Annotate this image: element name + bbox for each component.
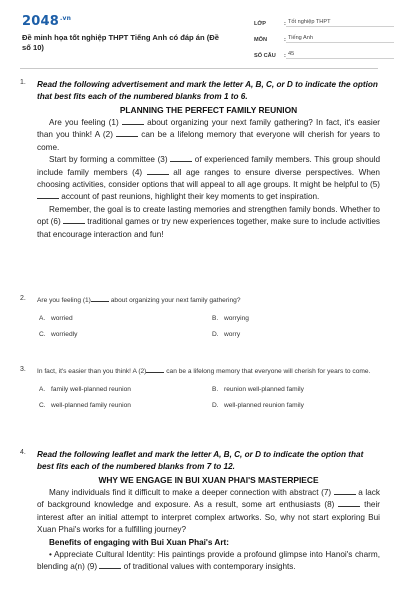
question-1 xyxy=(20,79,380,241)
option-a[interactable]: A. family well-planned reunion xyxy=(39,386,131,393)
benefits-subheading: Benefits of engaging with Bui Xuan Phai's Art: xyxy=(49,537,229,547)
blank-7 xyxy=(334,488,356,495)
meta-value: 45 xyxy=(286,51,394,59)
header-divider xyxy=(20,68,378,69)
blank-3 xyxy=(170,155,192,162)
passage-title: PLANNING THE PERFECT FAMILY REUNION xyxy=(119,105,298,115)
answer-options xyxy=(39,386,380,409)
meta-info xyxy=(254,16,394,64)
meta-row-class: LỚP : Tốt nghiệp THPT xyxy=(254,16,394,27)
blank-9 xyxy=(99,562,121,569)
question-number: 2. xyxy=(20,295,26,302)
blank-5 xyxy=(37,192,59,199)
meta-value: Tiếng Anh xyxy=(286,35,394,43)
meta-row-subject: MÔN : Tiếng Anh xyxy=(254,32,394,43)
answer-options xyxy=(39,315,380,338)
meta-value: Tốt nghiệp THPT xyxy=(286,19,394,27)
question-number: 3. xyxy=(20,366,26,373)
question-4 xyxy=(20,449,380,574)
option-c[interactable]: C. worriedly xyxy=(39,331,78,338)
meta-row-count: SỐ CÂU : 45 xyxy=(254,48,394,59)
document-header xyxy=(0,0,400,66)
option-b[interactable]: B. reunion well-planned family xyxy=(212,386,304,393)
question-number: 4. xyxy=(20,449,26,456)
document-title: Đề minh họa tốt nghiệp THPT Tiếng Anh có đáp án (Đề số 10) xyxy=(22,33,220,52)
question-instruction: Read the following leaflet and mark the letter A, B, C, or D to indicate the option that best fits each of the numbered blanks from 7 to 12. xyxy=(37,450,364,471)
passage-title: WHY WE ENGAGE IN BUI XUAN PHAI'S MASTERPIECE xyxy=(98,475,319,485)
logo-suffix: .vn xyxy=(59,14,72,22)
question-2 xyxy=(20,295,380,338)
meta-label: MÔN xyxy=(254,37,268,43)
passage-paragraph: Start by forming a committee (3) of experienced family members. This group should include family members (4) all age ranges to ensure diverse perspectives. When choosing activities, consider options that will appeal to all age groups. It might be helpful to (5) account of past reunions, highlight their key moments to get inspiration. xyxy=(37,155,381,202)
passage-paragraph: Many individuals find it difficult to make a deeper connection with abstract (7) a lack of background knowledge and exposure. As a result, some art enthusiasts (8) their interest after an initial attempt to interpret complex artworks. So, why not start exploring Bui Xuan Phai's works for a fulfilling journey? xyxy=(37,488,380,535)
question-instruction: Read the following advertisement and mark the letter A, B, C, or D to indicate the option that best fits each of the numbered blanks from 1 to 6. xyxy=(37,80,378,101)
question-stem: Are you feeling (1) about organizing your next family gathering? xyxy=(37,297,241,304)
passage-paragraph: Are you feeling (1) about organizing your next family gathering? In fact, it's easier than you think! A (2) can be a lifelong memory that everyone will cherish for years to come. xyxy=(37,118,380,152)
option-a[interactable]: A. worried xyxy=(39,315,73,322)
blank-1 xyxy=(91,295,109,302)
question-number: 1. xyxy=(20,79,26,86)
blank-2 xyxy=(146,366,164,373)
passage-paragraph: Remember, the goal is to create lasting memories and strengthen family bonds. Whether to opt (6) traditional games or try new experiences together, make sure to include activities that encourage interaction and fun! xyxy=(37,204,381,239)
blank-8 xyxy=(338,500,360,507)
question-3 xyxy=(20,366,380,409)
blank-2 xyxy=(116,130,138,137)
site-logo[interactable] xyxy=(22,14,71,29)
option-d[interactable]: D. well-planned reunion family xyxy=(212,402,304,409)
option-b[interactable]: B. worrying xyxy=(212,315,249,322)
blank-1 xyxy=(122,118,144,125)
logo-text: 2048 xyxy=(22,14,59,29)
passage-paragraph: • Appreciate Cultural Identity: His paintings provide a profound glimpse into Hanoi's charm, blending a(n) (9) of traditional values with contemporary insights. xyxy=(37,550,380,572)
meta-label: LỚP xyxy=(254,21,266,27)
option-d[interactable]: D. worry xyxy=(212,331,241,338)
blank-6 xyxy=(63,217,85,224)
option-c[interactable]: C. well-planned family reunion xyxy=(39,402,131,409)
meta-label: SỐ CÂU xyxy=(254,53,276,59)
blank-4 xyxy=(147,168,169,175)
question-stem: In fact, it's easier than you think! A (2) can be a lifelong memory that everyone will cherish for years to come. xyxy=(37,368,371,375)
